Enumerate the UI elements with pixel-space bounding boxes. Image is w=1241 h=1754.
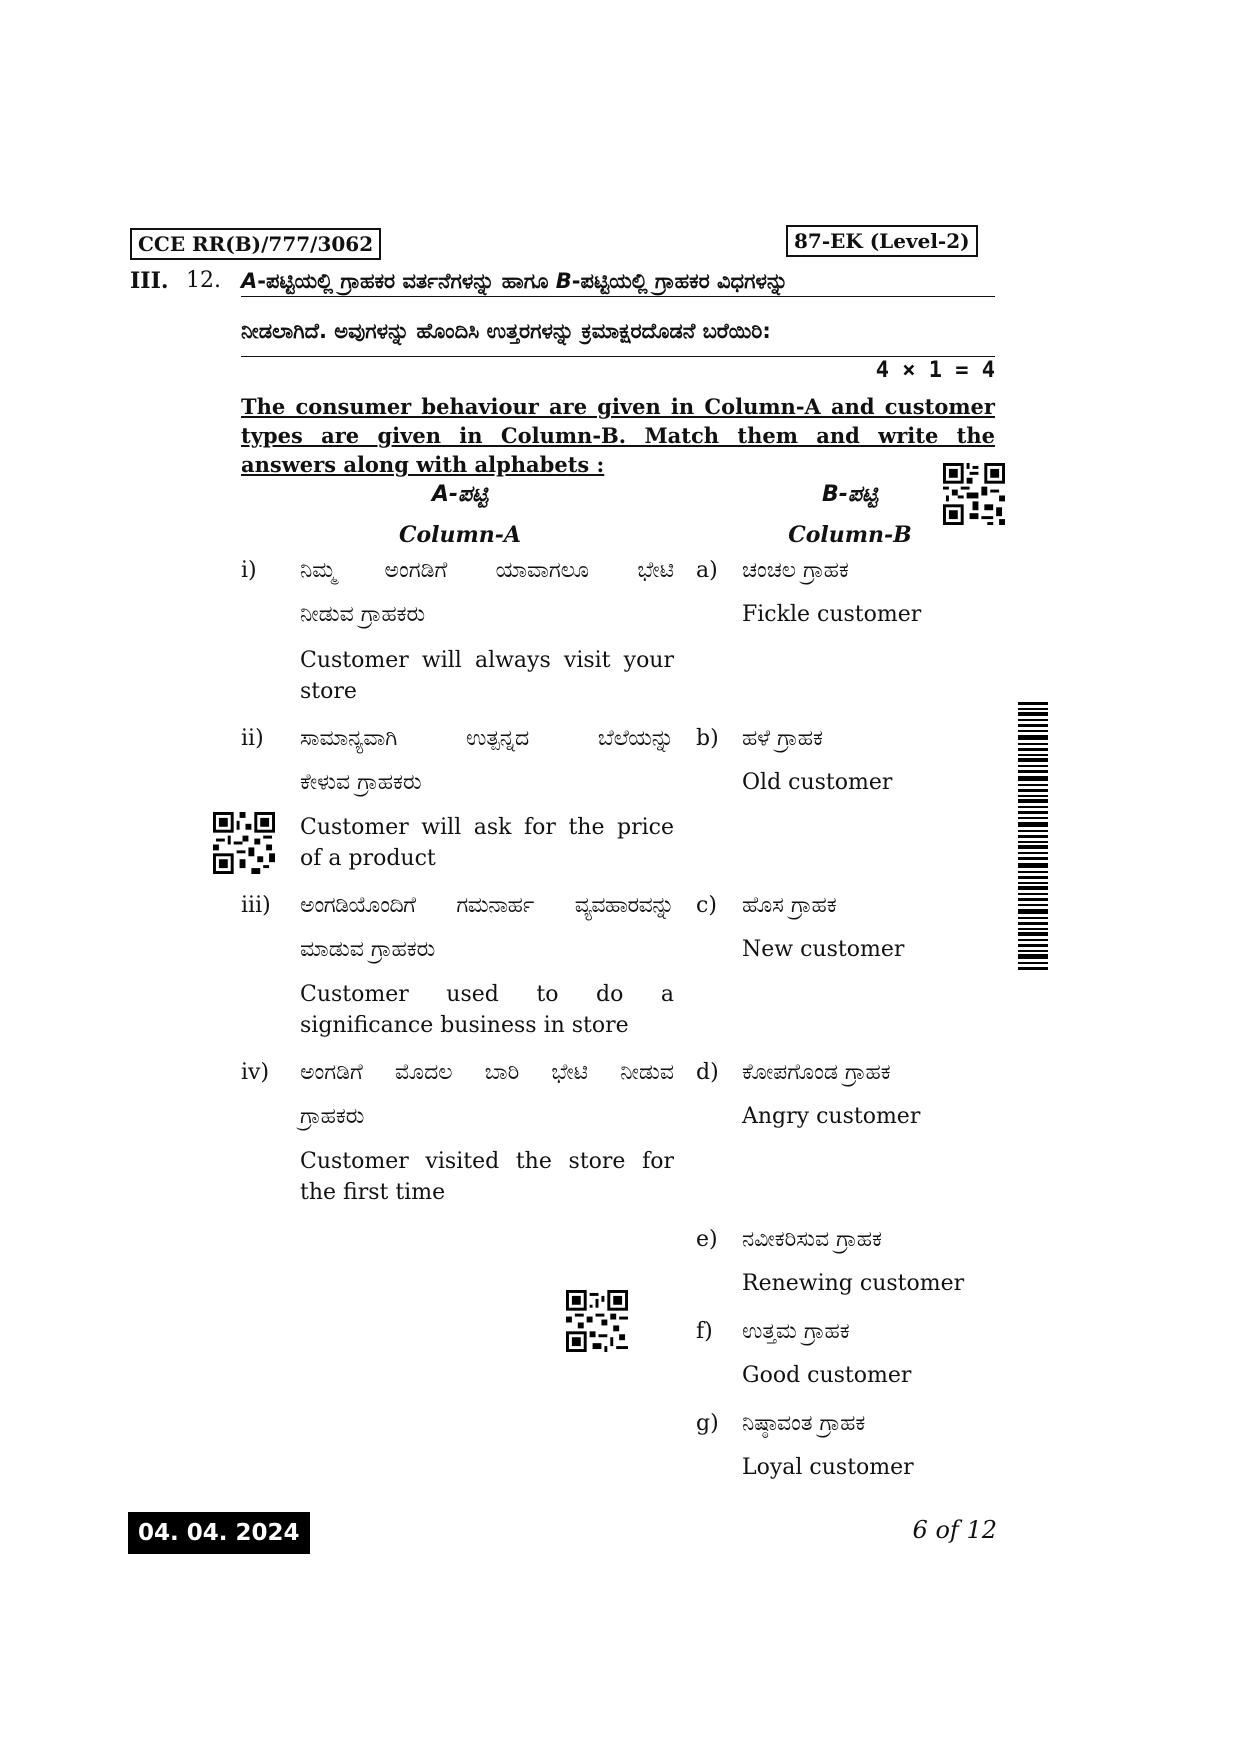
exam-code: CCE RR(B)/777/3062 (138, 232, 374, 256)
barcode-icon (1018, 702, 1048, 972)
column-a-item: ಅಂಗಡಿಯೊಂದಿಗೆ ಗಮನಾರ್ಹ ವ್ಯವಹಾರವನ್ನು ಮಾಡುವ ಗ್ರಾಹಕರು (300, 893, 674, 962)
column-b-item: ಚಂಚಲ ಗ್ರಾಹಕ Fickle customer (742, 558, 922, 627)
column-a-header-en: Column-A (398, 522, 521, 548)
column-b-item: ಹಳೆ ಗ್ರಾಹಕ Old customer (742, 726, 893, 795)
column-a-item: ಸಾಮಾನ್ಯವಾಗಿ ಉತ್ಪನ್ನದ ಬೆಲೆಯನ್ನು ಕೇಳುವ ಗ್ರಾಹಕರು (300, 726, 674, 795)
column-b-item: ನಿಷ್ಠಾವಂತ ಗ್ರಾಹಕ Loyal customer (742, 1411, 914, 1480)
kannada-instruction-line1: A-ಪಟ್ಟಿಯಲ್ಲಿ ಗ್ರಾಹಕರ ವರ್ತನೆಗಳನ್ನು ಹಾಗೂ B-ಪಟ್ಟಿಯಲ್ಲಿ ಗ್ರಾಹಕರ ವಿಧಗಳನ್ನು (241, 266, 995, 297)
column-b-item: ಕೋಪಗೊಂಡ ಗ್ರಾಹಕ Angry customer (742, 1060, 921, 1129)
column-b-label: f) (696, 1319, 713, 1344)
qr-code-icon (943, 463, 1005, 525)
marks: 4 × 1 = 4 (875, 358, 995, 383)
column-b-item: ನವೀಕರಿಸುವ ಗ್ರಾಹಕ Renewing customer (742, 1227, 965, 1296)
column-b-label: e) (696, 1227, 718, 1252)
column-b-header-en: Column-B (788, 522, 912, 548)
column-b-letter: B (555, 269, 572, 293)
column-a-item: ಅಂಗಡಿಗೆ ಮೊದಲ ಬಾರಿ ಭೇಟಿ ನೀಡುವ ಗ್ರಾಹಕರು (300, 1060, 674, 1129)
column-b-label: a) (696, 558, 718, 583)
column-a-label: iv) (241, 1060, 270, 1085)
column-a-letter: A (241, 269, 258, 293)
column-b-label: b) (696, 726, 719, 751)
column-a-item: ನಿಮ್ಮ ಅಂಗಡಿಗೆ ಯಾವಾಗಲೂ ಭೇಟಿ ನೀಡುವ ಗ್ರಾಹಕರು (300, 558, 674, 627)
exam-code-box (130, 228, 381, 260)
column-b-label: g) (696, 1411, 719, 1436)
english-instruction (241, 392, 995, 479)
question-number: 12. (186, 268, 221, 293)
qr-code-icon (213, 812, 275, 874)
column-a-item-en: Customer will ask for the price of a product (300, 815, 674, 871)
english-instruction-line2: types are given in Column-B. Match them and write the (241, 423, 995, 448)
column-b-item: ಉತ್ತಮ ಗ್ರಾಹಕ Good customer (742, 1319, 912, 1388)
column-a-label: i) (241, 558, 257, 583)
paper-code: 87-EK (Level-2) (794, 229, 970, 253)
column-a-label: ii) (241, 726, 264, 751)
page-number: 6 of 12 (912, 1516, 997, 1544)
column-b-label: c) (696, 893, 717, 918)
column-a-item-en: Customer visited the store for the first time (300, 1149, 674, 1205)
exam-date: 04. 04. 2024 (128, 1512, 310, 1554)
qr-code-icon (566, 1290, 628, 1352)
section-number: III. (130, 268, 169, 294)
column-a-item-en: Customer used to do a significance business in store (300, 982, 674, 1038)
column-b-header-kn: B-ಪಟ್ಟಿ (822, 482, 878, 507)
paper-code-box (786, 225, 978, 257)
english-instruction-line3: answers along with alphabets : (241, 452, 605, 477)
column-a-label: iii) (241, 893, 271, 918)
column-a-header-kn: A-ಪಟ್ಟಿ (431, 482, 489, 507)
column-b-item: ಹೊಸ ಗ್ರಾಹಕ New customer (742, 893, 905, 962)
kannada-instruction-line2: ನೀಡಲಾಗಿದೆ. ಅವುಗಳನ್ನು ಹೊಂದಿಸಿ ಉತ್ತರಗಳನ್ನು ಕ್ರಮಾಕ್ಷರದೊಡನೆ ಬರೆಯಿರಿ: (241, 316, 995, 357)
column-b-label: d) (696, 1060, 719, 1085)
english-instruction-line1: The consumer behaviour are given in Column-A and customer (241, 394, 995, 419)
column-a-item-en: Customer will always visit your store (300, 648, 674, 704)
